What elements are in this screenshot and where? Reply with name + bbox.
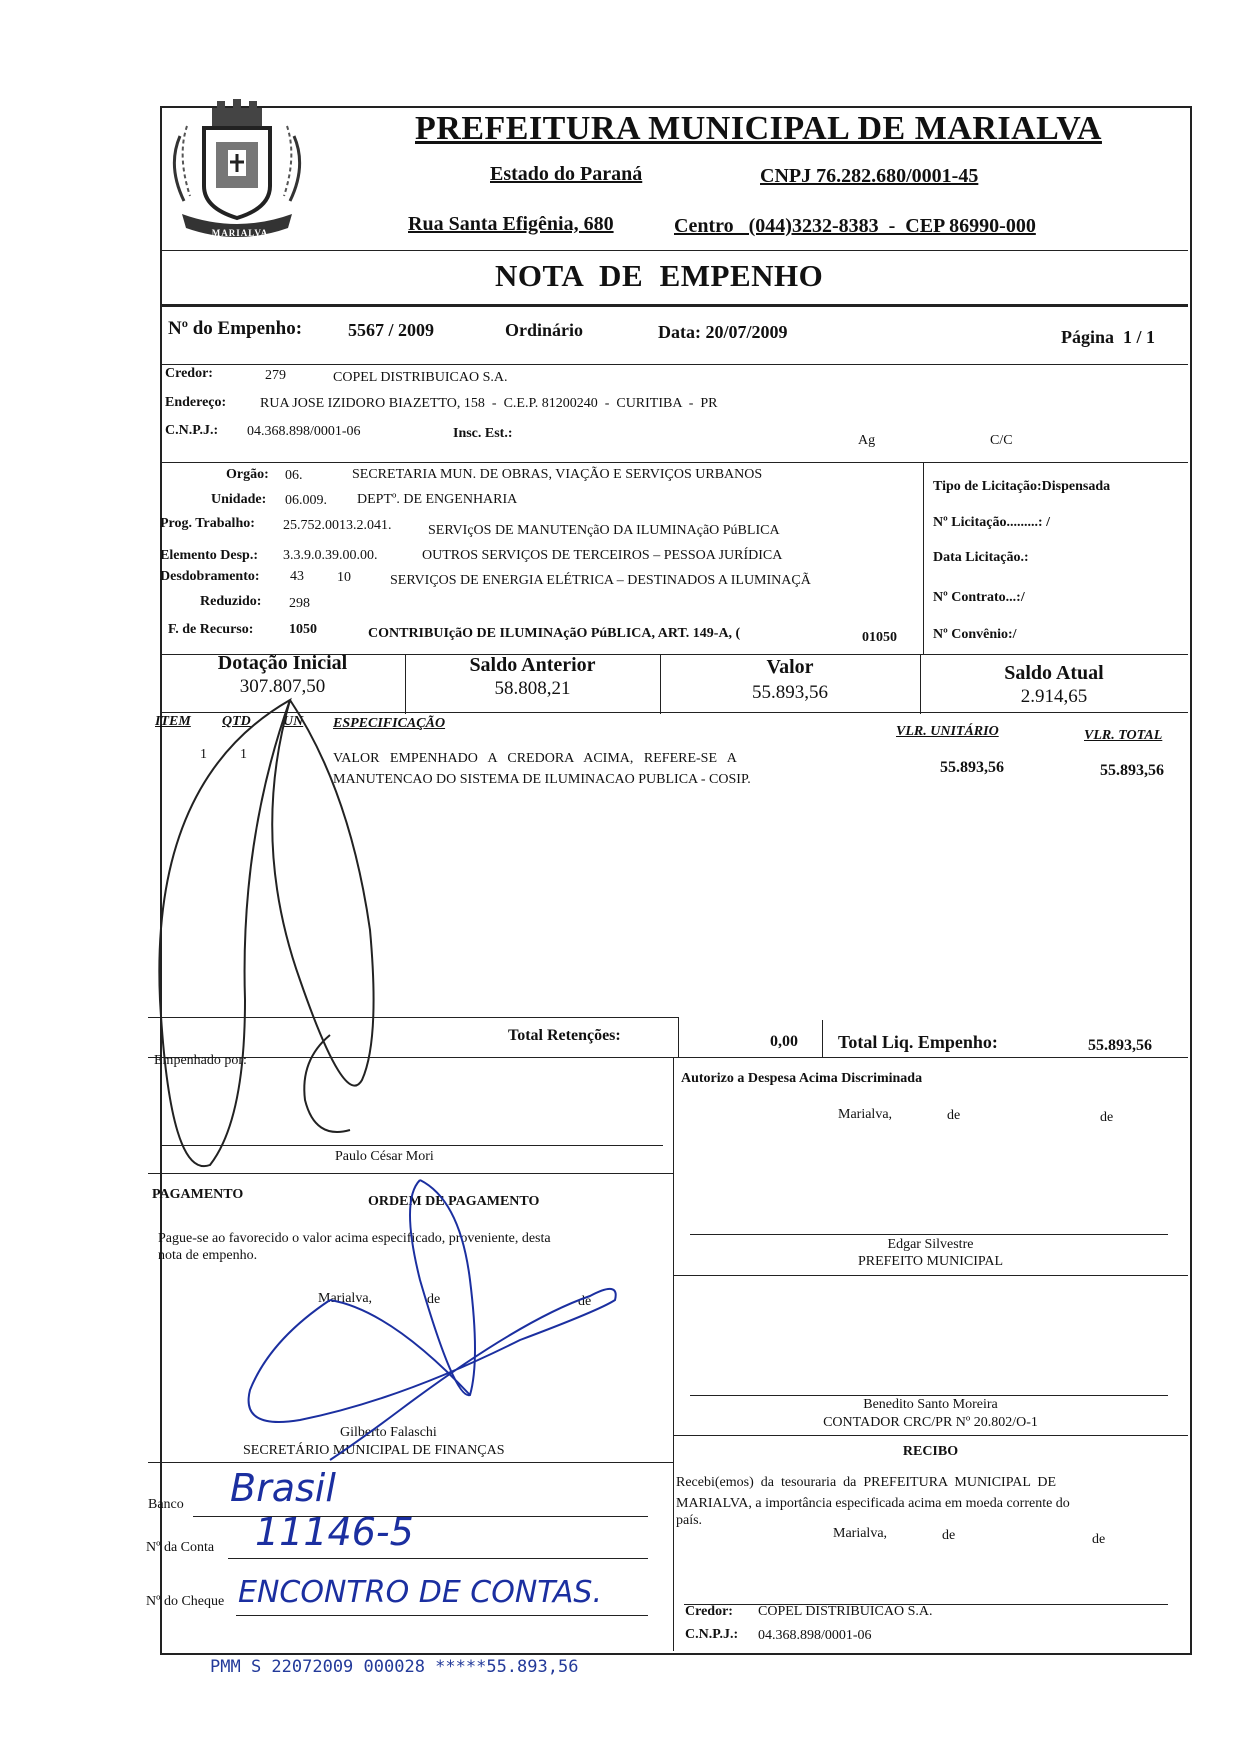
col-qtd: QTD	[222, 714, 251, 729]
valor-label: Valor	[766, 656, 814, 678]
valor-value: 55.893,56	[752, 682, 828, 703]
item-vlr-unitario: 55.893,56	[940, 759, 1004, 776]
empenhado-name: Paulo César Mori	[335, 1149, 434, 1164]
recibo-cnpj-label: C.N.P.J.:	[685, 1627, 739, 1642]
credor-label: Credor:	[165, 366, 213, 381]
ag-label: Ag	[858, 433, 876, 448]
recibo-de1: de	[942, 1528, 956, 1543]
elem-value: OUTROS SERVIÇOS DE TERCEIROS – PESSOA JURÍDICA	[422, 548, 783, 563]
desd-value: SERVIÇOS DE ENERGIA ELÉTRICA – DESTINADOS A ILUMINAÇÃ	[390, 573, 811, 588]
elem-code: 3.3.9.0.39.00.00.	[283, 548, 378, 563]
prog-code: 25.752.0013.2.041.	[283, 518, 392, 533]
pagamento-city: Marialva,	[318, 1291, 373, 1306]
orgao-label: Orgão:	[226, 467, 269, 482]
insc-label: Insc. Est.:	[453, 426, 513, 441]
endereco-label: Endereço:	[165, 395, 227, 410]
col-un: UN	[283, 714, 304, 729]
financas-name: Gilberto Falaschi	[340, 1425, 437, 1440]
empenho-date: Data: 20/07/2009	[658, 322, 788, 342]
coat-of-arms-banner: MARIALVA	[211, 228, 269, 238]
prog-label: Prog. Trabalho:	[160, 516, 255, 531]
pagamento-text-1: Pague-se ao favorecido o valor acima especificado, proveniente, desta	[158, 1231, 551, 1246]
licitacao-data: Data Licitação.:	[933, 550, 1029, 565]
doc-title: NOTA DE EMPENHO	[495, 258, 824, 293]
header-address: Rua Santa Efigênia, 680	[408, 213, 614, 235]
licitacao-numero: Nº Licitação.........: /	[933, 515, 1050, 530]
licitacao-tipo: Tipo de Licitação:Dispensada	[933, 479, 1111, 494]
col-vlr-total: VLR. TOTAL	[1084, 728, 1163, 743]
recibo-text-2: MARIALVA, a importância especificada acima em moeda corrente do	[676, 1496, 1070, 1511]
pagamento-label: PAGAMENTO	[152, 1187, 244, 1202]
header-contact: Centro (044)3232-8383 - CEP 86990-000	[674, 215, 1036, 237]
saldo-atual-value: 2.914,65	[1020, 686, 1088, 707]
page-title: PREFEITURA MUNICIPAL DE MARIALVA	[415, 110, 1102, 147]
empenho-label: Nº do Empenho:	[168, 318, 303, 339]
reduzido-label: Reduzido:	[200, 594, 262, 609]
conta-label: Nº da Conta	[146, 1540, 215, 1555]
elem-label: Elemento Desp.:	[160, 548, 258, 563]
recibo-city: Marialva,	[833, 1526, 888, 1541]
item-description-2: MANUTENCAO DO SISTEMA DE ILUMINACAO PUBLICA - COSIP.	[333, 772, 751, 787]
item-qtd: 1	[240, 747, 247, 762]
cnpj-label: C.N.P.J.:	[165, 423, 219, 438]
col-especificacao: ESPECIFICAÇÃO	[333, 716, 446, 731]
contador-role: CONTADOR CRC/PR Nº 20.802/O-1	[823, 1415, 1038, 1430]
prog-value: SERVIçOS DE MANUTENçãO DA ILUMINAçãO PúBLICA	[428, 523, 780, 538]
recibo-credor-value: COPEL DISTRIBUICAO S.A.	[758, 1604, 933, 1619]
orgao-code: 06.	[285, 468, 303, 483]
cheque-value: ENCONTRO DE CONTAS.	[238, 1575, 602, 1610]
retencoes-value: 0,00	[770, 1033, 798, 1050]
conta-value: 11146-5	[255, 1510, 414, 1554]
page-number: Página 1 / 1	[1061, 327, 1156, 347]
cnpj-value: 04.368.898/0001-06	[247, 424, 361, 439]
endereco-value: RUA JOSE IZIDORO BIAZETTO, 158 - C.E.P. 81200240 - CURITIBA - PR	[260, 396, 718, 411]
autorizo-de2: de	[1100, 1110, 1114, 1125]
recibo-text-1: Recebi(emos) da tesouraria da PREFEITURA MUNICIPAL DE	[676, 1475, 1057, 1490]
total-liq-label: Total Liq. Empenho:	[838, 1032, 998, 1052]
unidade-label: Unidade:	[211, 492, 267, 507]
item-description-1: VALOR EMPENHADO A CREDORA ACIMA, REFERE-SE A	[333, 751, 737, 766]
orgao-value: SECRETARIA MUN. DE OBRAS, VIAÇÃO E SERVIÇOS URBANOS	[352, 467, 763, 482]
dotacao-label: Dotação Inicial	[217, 652, 348, 674]
autorizo-city: Marialva,	[838, 1107, 893, 1122]
recibo-cnpj-value: 04.368.898/0001-06	[758, 1628, 872, 1643]
empenho-number: 5567 / 2009	[348, 320, 435, 340]
fonte-code: 1050	[289, 622, 317, 637]
ordem-pagamento-title: ORDEM DE PAGAMENTO	[368, 1194, 540, 1209]
autorizo-title: Autorizo a Despesa Acima Discriminada	[681, 1071, 923, 1086]
payment-stamp: PMM S 22072009 000028 *****55.893,56	[210, 1657, 579, 1677]
unidade-value: DEPTº. DE ENGENHARIA	[357, 492, 518, 507]
total-liq-value: 55.893,56	[1088, 1037, 1152, 1054]
desd-b: 10	[337, 570, 351, 585]
col-vlr-unitario: VLR. UNITÁRIO	[896, 724, 999, 739]
cc-label: C/C	[990, 433, 1013, 448]
item-number: 1	[200, 747, 207, 762]
licitacao-contrato: Nº Contrato...:/	[933, 590, 1025, 605]
saldo-anterior-value: 58.808,21	[494, 678, 571, 699]
dotacao-value: 307.807,50	[239, 676, 326, 697]
state-label: Estado do Paraná	[490, 163, 643, 185]
cheque-label: Nº do Cheque	[146, 1594, 225, 1609]
recibo-text-3: país.	[676, 1513, 703, 1528]
recibo-title: RECIBO	[902, 1444, 959, 1459]
credor-code: 279	[265, 368, 286, 383]
banco-label: Banco	[148, 1497, 184, 1512]
desd-label: Desdobramento:	[160, 569, 260, 584]
fonte-value: CONTRIBUIçãO DE ILUMINAçãO PúBLICA, ART. 149-A, (	[368, 626, 741, 641]
licitacao-convenio: Nº Convênio:/	[933, 627, 1017, 642]
coat-of-arms-icon	[162, 96, 312, 246]
credor-name: COPEL DISTRIBUICAO S.A.	[333, 370, 508, 385]
recibo-credor-label: Credor:	[685, 1604, 733, 1619]
unidade-code: 06.009.	[285, 493, 327, 508]
prefeito-name: Edgar Silvestre	[887, 1237, 974, 1252]
saldo-atual-label: Saldo Atual	[1004, 662, 1104, 684]
col-item: ITEM	[155, 714, 191, 729]
item-vlr-total: 55.893,56	[1100, 762, 1164, 779]
retencoes-label: Total Retenções:	[508, 1027, 621, 1044]
fonte-code2: 01050	[862, 630, 897, 645]
prefeito-role: PREFEITO MUNICIPAL	[857, 1254, 1004, 1269]
saldo-anterior-label: Saldo Anterior	[469, 654, 596, 676]
financas-role: SECRETÁRIO MUNICIPAL DE FINANÇAS	[243, 1443, 505, 1458]
autorizo-de1: de	[947, 1108, 961, 1123]
pagamento-text-2: nota de empenho.	[158, 1248, 258, 1263]
recibo-de2: de	[1092, 1532, 1106, 1547]
desd-a: 43	[290, 569, 304, 584]
banco-value: Brasil	[230, 1466, 336, 1510]
reduzido-value: 298	[289, 596, 310, 611]
pagamento-de1: de	[427, 1292, 441, 1307]
fonte-label: F. de Recurso:	[168, 622, 254, 637]
empenho-type: Ordinário	[505, 320, 584, 340]
contador-name: Benedito Santo Moreira	[863, 1397, 998, 1412]
empenhado-label: Empenhado por:	[154, 1053, 247, 1068]
header-cnpj: CNPJ 76.282.680/0001-45	[760, 165, 979, 187]
pagamento-de2: de	[578, 1294, 592, 1309]
